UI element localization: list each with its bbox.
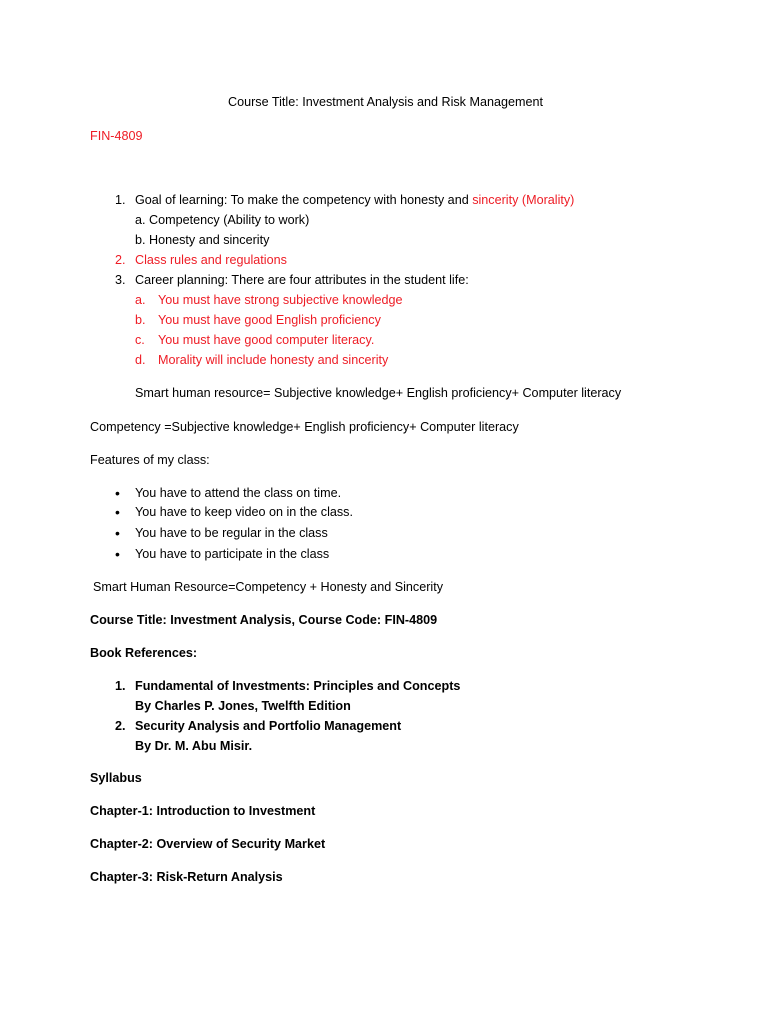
list-marker-1: 1. xyxy=(115,193,126,207)
goal-of-learning xyxy=(135,192,574,208)
sub-marker-b: b. xyxy=(135,313,146,327)
book-title-2: Security Analysis and Portfolio Management xyxy=(135,719,402,733)
goal-sub-b: b. Honesty and sincerity xyxy=(135,233,270,247)
bullet-icon: • xyxy=(115,485,120,501)
list-marker-3: 3. xyxy=(115,273,126,287)
course-line: Course Title: Investment Analysis, Course Code: FIN-4809 xyxy=(90,613,438,627)
attribute-c: You must have good computer literacy. xyxy=(158,333,375,347)
feature-item: You have to attend the class on time. xyxy=(135,486,342,500)
sub-marker-c: c. xyxy=(135,333,145,347)
goal-sub-a: a. Competency (Ability to work) xyxy=(135,213,310,227)
smart-human-resource-formula-2: Smart Human Resource=Competency + Honesty and Sincerity xyxy=(93,580,443,594)
goal-text: Goal of learning: To make the competency with honesty and xyxy=(135,193,473,207)
book-author-1: By Charles P. Jones, Twelfth Edition xyxy=(135,699,351,713)
bullet-icon: • xyxy=(115,525,120,541)
feature-item: You have to keep video on in the class. xyxy=(135,505,353,519)
attribute-d: Morality will include honesty and sincerity xyxy=(158,353,389,367)
sub-marker-d: d. xyxy=(135,353,146,367)
book-marker-2: 2. xyxy=(115,719,126,733)
list-marker-2: 2. xyxy=(115,253,126,267)
course-code: FIN-4809 xyxy=(90,129,143,143)
book-author-2: By Dr. M. Abu Misir. xyxy=(135,739,253,753)
competency-formula: Competency =Subjective knowledge+ English proficiency+ Computer literacy xyxy=(90,420,519,434)
goal-highlight: sincerity (Morality) xyxy=(472,193,575,207)
syllabus-heading: Syllabus xyxy=(90,771,142,785)
chapter-2: Chapter-2: Overview of Security Market xyxy=(90,837,326,851)
book-title-1: Fundamental of Investments: Principles and Concepts xyxy=(135,679,461,693)
class-rules: Class rules and regulations xyxy=(135,253,287,267)
smart-human-resource-formula: Smart human resource= Subjective knowledge+ English proficiency+ Computer literacy xyxy=(135,386,622,400)
chapter-1: Chapter-1: Introduction to Investment xyxy=(90,804,316,818)
features-heading: Features of my class: xyxy=(90,453,210,467)
attribute-a: You must have strong subjective knowledge xyxy=(158,293,403,307)
attribute-b: You must have good English proficiency xyxy=(158,313,381,327)
chapter-3: Chapter-3: Risk-Return Analysis xyxy=(90,870,283,884)
feature-item: You have to be regular in the class xyxy=(135,526,328,540)
bullet-icon: • xyxy=(115,546,120,562)
book-marker-1: 1. xyxy=(115,679,126,693)
book-references-heading: Book References: xyxy=(90,646,198,660)
sub-marker-a: a. xyxy=(135,293,146,307)
career-planning: Career planning: There are four attributes in the student life: xyxy=(135,273,469,287)
bullet-icon: • xyxy=(115,504,120,520)
feature-item: You have to participate in the class xyxy=(135,547,330,561)
course-title: Course Title: Investment Analysis and Risk Management xyxy=(228,95,543,109)
